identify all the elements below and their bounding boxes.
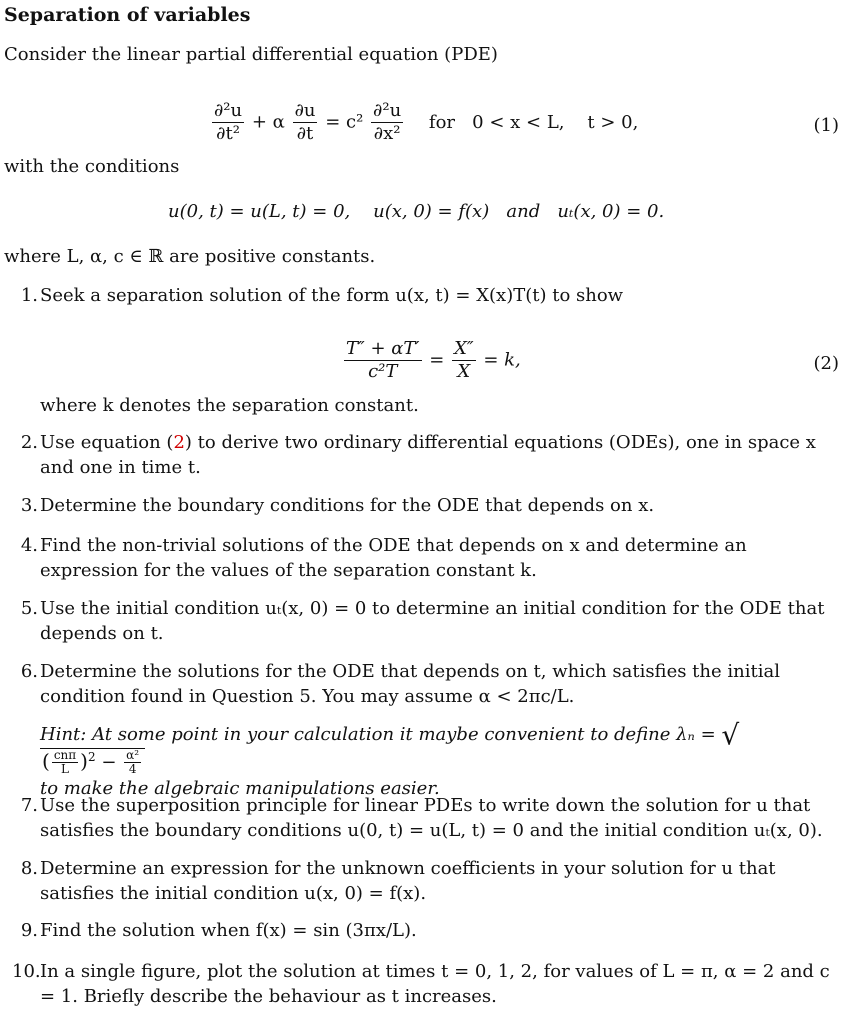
d2u-dt2-fraction	[212, 100, 244, 145]
equation-2-number: (2)	[813, 353, 839, 374]
item-text: Determine an expression for the unknown coefficients in your solution for u that satisfies the initial condition u(x, 0) = f(x).	[40, 858, 776, 904]
frac-denominator: ∂t	[293, 122, 318, 145]
item-text: Find the solution when f(x) = sin (3πx/L).	[40, 920, 417, 941]
with-conditions-text: with the conditions	[4, 156, 180, 177]
sqrt-icon: √	[721, 718, 740, 752]
frac-denominator: ∂t²	[212, 122, 244, 145]
equation-reference-link[interactable]: 2	[173, 432, 185, 453]
item-text: Use equation (2) to derive two ordinary differential equations (ODEs), one in space x and one in time t.	[40, 432, 816, 478]
item-number: 7.	[20, 795, 38, 816]
item-text: Use the superposition principle for linear PDEs to write down the solution for u that satisfies the boundary conditions u(0, t) = u(L, t) = 0 and the initial condition uₜ(x, 0).	[40, 795, 823, 841]
item-text: Find the non-trivial solutions of the ODE that depends on x and determine an expression for the values of the separation constant k.	[40, 535, 747, 581]
hint-tail: to make the algebraic manipulations easier.	[40, 778, 440, 799]
frac-numerator: ∂²u	[214, 100, 243, 121]
item-text: Determine the solutions for the ODE that depends on t, which satisfies the initial condition found in Question 5. You may assume α < 2πc/L.	[40, 661, 780, 707]
item-number: 9.	[20, 920, 38, 941]
du-dt-fraction	[293, 100, 318, 145]
plus-alpha: + α	[251, 111, 285, 133]
frac-denominator: c²T	[344, 360, 422, 383]
d2u-dx2-fraction	[371, 100, 403, 145]
item-number: 6.	[20, 661, 38, 682]
lambda-definition: √( $\frac{\text{cnπ}}{L}$ )$^2$ − $\frac{\text{α²}}{4}$	[42, 718, 740, 776]
where-constants-text: where L, α, c ∈ ℝ are positive constants.	[4, 246, 376, 267]
equation-2: $\frac{T'' + \alpha T'}{\text{c²T}}$ = $\frac{X''}{X}$ = k,	[346, 338, 521, 382]
equation-tail: = k,	[483, 349, 521, 371]
equation-domain: for 0 < x < L, t > 0,	[428, 111, 639, 133]
item-text: In a single figure, plot the solution at times t = 0, 1, 2, for values of L = π, α = 2 and c = 1. Briefly describe the behaviour as t increases.	[40, 961, 830, 1007]
intro-text: Consider the linear partial differential equation (PDE)	[4, 44, 498, 65]
item-text: where k denotes the separation constant.	[40, 395, 419, 416]
item-number: 3.	[20, 495, 38, 516]
section-title: Separation of variables	[4, 4, 251, 26]
equals-c2: = c²	[325, 111, 364, 133]
frac-numerator: X″	[454, 338, 474, 359]
hint-text: Hint: At some point in your calculation it maybe convenient to define λₙ =	[40, 724, 716, 745]
item-number: 2.	[20, 432, 38, 453]
frac-denominator: ∂x²	[371, 122, 403, 145]
item-number: 5.	[20, 598, 38, 619]
equation-1	[210, 100, 638, 145]
frac-denominator: X	[452, 360, 476, 383]
item-text: Use the initial condition uₜ(x, 0) = 0 to determine an initial condition for the ODE that depends on t.	[40, 598, 825, 644]
item-text: Seek a separation solution of the form u(x, t) = X(x)T(t) to show	[40, 285, 624, 306]
item-number: 8.	[20, 858, 38, 879]
boundary-conditions: u(0, t) = u(L, t) = 0, u(x, 0) = f(x) and uₜ(x, 0) = 0.	[168, 201, 665, 222]
item-number: 10.	[12, 961, 41, 982]
item-number: 1.	[20, 285, 38, 306]
frac-numerator: ∂²u	[373, 100, 402, 121]
hint-block	[40, 718, 840, 801]
equation-1-number: (1)	[813, 115, 839, 136]
right-fraction	[452, 338, 476, 383]
item-number: 4.	[20, 535, 38, 556]
item-text: Determine the boundary conditions for the ODE that depends on x.	[40, 495, 655, 516]
left-fraction	[344, 338, 422, 383]
frac-numerator: T″ + αT′	[346, 338, 420, 359]
frac-numerator: ∂u	[294, 100, 316, 121]
